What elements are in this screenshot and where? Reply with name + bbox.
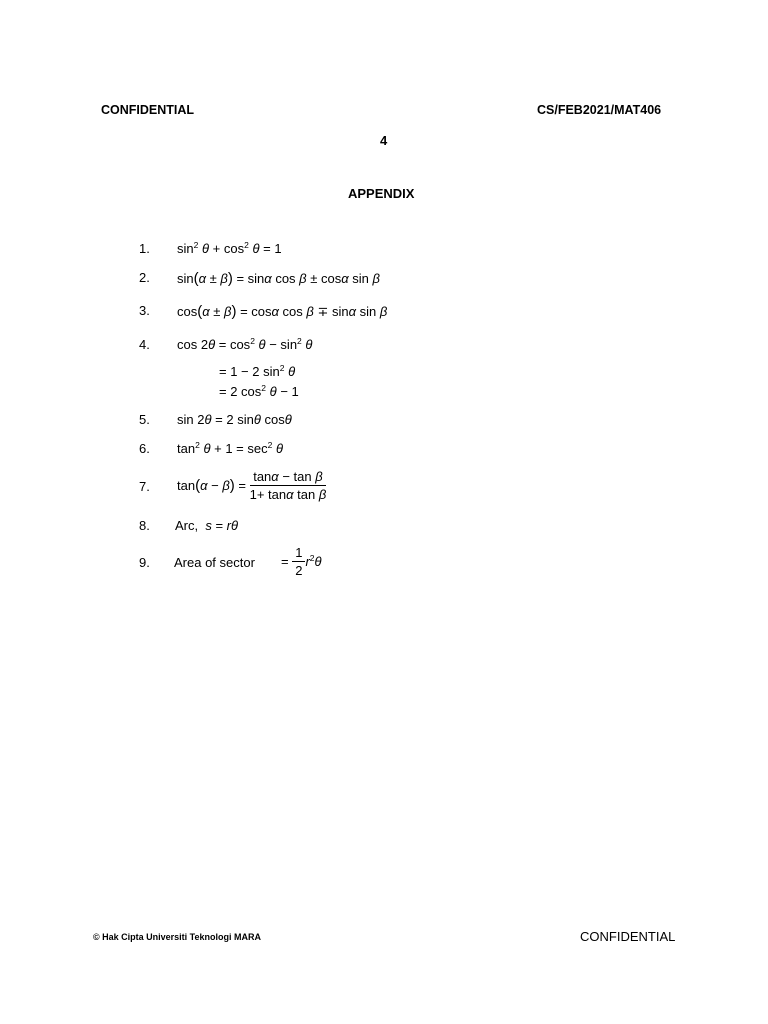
formula-4-continuation-1: = 1 − 2 $\sin^2 \theta$ (219, 363, 296, 379)
formula-number: 1. (139, 241, 150, 256)
formula-9-label: Area of sector (174, 555, 255, 570)
formula-4: $\cos 2\theta = \cos^2 \theta - \sin^2 \theta$ (177, 336, 313, 352)
formula-number: 9. (139, 555, 150, 570)
formula-9: = $\frac{1}{2}$ $r^2\theta$ (281, 545, 322, 578)
footer-confidential: CONFIDENTIAL (580, 929, 676, 944)
header-course-code: CS/FEB2021/MAT406 (537, 103, 662, 117)
formula-number: 2. (139, 270, 150, 285)
formula-7-fraction: $\frac{\text{tanα − tan β}}{\text{1+ tanα tan β}}$ (249, 469, 327, 502)
formula-2: sin(α ± β) = sinα cos β ± cosα sin β (177, 270, 380, 287)
formula-1: $\sin^2 \theta + \cos^2 \theta = 1$ (177, 240, 282, 256)
formula-number: 4. (139, 337, 150, 352)
formula-number: 7. (139, 479, 150, 494)
appendix-title: APPENDIX (348, 186, 415, 201)
formula-number: 3. (139, 303, 150, 318)
formula-7: tan(α − β) = $\frac{\text{tanα − tan β}}{\text{1+ tanα tan β}}$ (177, 469, 327, 502)
formula-4-continuation-2: = 2 $\cos^2 \theta - 1$ (219, 383, 299, 399)
footer-copyright: © Hak Cipta Universiti Teknologi MARA (93, 932, 261, 942)
formula-5: sin 2θ = 2 sinθ cosθ (177, 412, 292, 427)
formula-number: 5. (139, 412, 150, 427)
page-number: 4 (380, 133, 388, 148)
formula-8: Arc, s = rθ (175, 518, 239, 533)
formula-number: 6. (139, 441, 150, 456)
header-confidential: CONFIDENTIAL (101, 103, 195, 117)
formula-3: cos(α ± β) = cosα cos β ∓ sinα sin β (177, 303, 388, 320)
formula-9-fraction: $\frac{1}{2}$ (292, 545, 305, 578)
formula-number: 8. (139, 518, 150, 533)
formula-6: $\tan^2 \theta + 1 = \sec^2 \theta$ (177, 440, 284, 456)
